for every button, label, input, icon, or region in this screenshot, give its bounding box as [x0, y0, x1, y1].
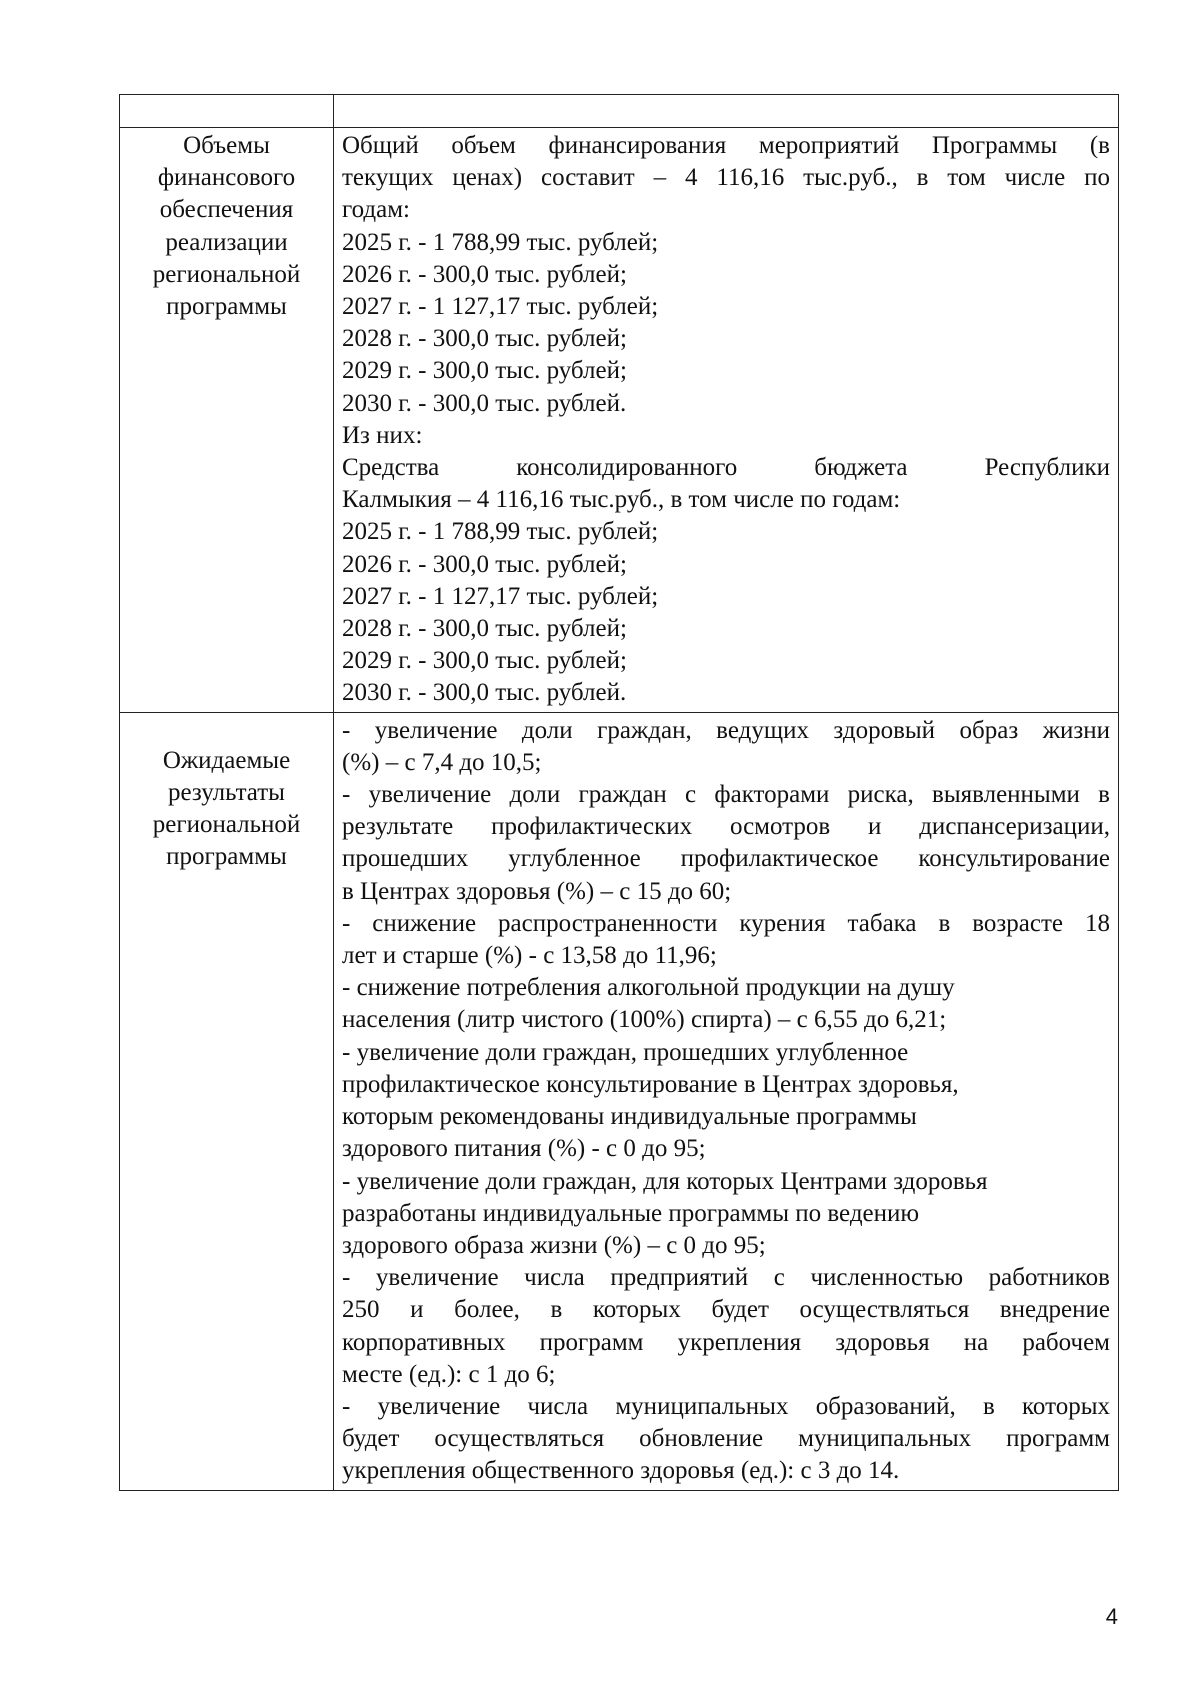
text-line: программы [166, 843, 287, 871]
text-line: (%) – с 7,4 до 10,5; [342, 748, 542, 776]
text-line: программы [166, 293, 287, 321]
text-line: 2027 г. - 1 127,17 тыс. рублей; [342, 582, 659, 610]
table-row-financing [120, 128, 1119, 713]
text-line: здорового образа жизни (%) – с 0 до 95; [342, 1231, 766, 1259]
empty-cell-right [334, 95, 1119, 128]
text-line: - увеличение доли граждан с факторами риска, выявленными в [342, 781, 1110, 809]
financing-content [342, 130, 1110, 710]
text-line: 2029 г. - 300,0 тыс. рублей; [342, 647, 627, 675]
text-line: Средства консолидированного бюджета Республики [342, 454, 1110, 482]
text-line: Общий объем финансирования мероприятий Программы (в [342, 132, 1110, 159]
text-line: - снижение потребления алкогольной продукции на душу [342, 974, 955, 1002]
text-line: профилактическое консультирование в Центрах здоровья, [342, 1070, 959, 1098]
text-line: 250 и более, в которых будет осуществляться внедрение [342, 1296, 1110, 1324]
text-line: 2025 г. - 1 788,99 тыс. рублей; [342, 228, 659, 256]
text-line: текущих ценах) составит – 4 116,16 тыс.руб., в том числе по [342, 164, 1110, 192]
results-label-cell [120, 712, 334, 1490]
text-line: прошедших углубленное профилактическое консультирование [342, 845, 1110, 873]
page-number: 4 [1105, 1604, 1118, 1629]
text-line: 2030 г. - 300,0 тыс. рублей. [342, 389, 627, 417]
financing-content-cell [334, 128, 1119, 713]
text-line: разработаны индивидуальные программы по ведению [342, 1199, 920, 1227]
text-line: здорового питания (%) - с 0 до 95; [342, 1135, 706, 1163]
text-line: укрепления общественного здоровья (ед.): с 3 до 14. [342, 1457, 900, 1485]
financing-label-cell [120, 128, 334, 713]
text-line: обеспечения [159, 196, 294, 224]
text-line: 2026 г. - 300,0 тыс. рублей; [342, 260, 627, 288]
text-line: - увеличение доли граждан, ведущих здоровый образ жизни [342, 716, 1110, 744]
text-line: Ожидаемые [162, 746, 291, 774]
text-line: - снижение распространенности курения табака в возрасте 18 [342, 909, 1110, 937]
text-line: Калмыкия – 4 116,16 тыс.руб., в том числе по годам: [342, 486, 901, 514]
empty-cell-left [120, 95, 334, 128]
text-line: региональной [152, 811, 301, 839]
text-line: реализации [165, 228, 288, 256]
text-line: - увеличение числа предприятий с численностью работников [342, 1264, 1110, 1292]
table-header-row-empty [120, 95, 1119, 128]
text-line: региональной [152, 260, 301, 288]
passport-table [119, 94, 1119, 1491]
table-row-results [120, 712, 1119, 1490]
text-line: - увеличение доли граждан, прошедших углубленное [342, 1038, 909, 1066]
text-line: - увеличение числа муниципальных образований, в которых [342, 1392, 1110, 1420]
text-line: корпоративных программ укрепления здоровья на рабочем [342, 1328, 1110, 1356]
text-line: годам: [342, 196, 410, 224]
text-line: Объемы [183, 132, 270, 159]
text-line: 2028 г. - 300,0 тыс. рублей; [342, 325, 627, 353]
text-line: населения (литр чистого (100%) спирта) – с 6,55 до 6,21; [342, 1006, 947, 1034]
results-label [120, 745, 333, 874]
text-line: 2026 г. - 300,0 тыс. рублей; [342, 550, 627, 578]
financing-label [120, 130, 333, 323]
text-line: результате профилактических осмотров и диспансеризации, [342, 813, 1110, 841]
text-line: финансового [157, 164, 296, 192]
text-line: 2027 г. - 1 127,17 тыс. рублей; [342, 293, 659, 321]
text-line: будет осуществляться обновление муниципальных программ [342, 1425, 1110, 1453]
text-line: в Центрах здоровья (%) – с 15 до 60; [342, 877, 732, 905]
results-content-cell [334, 712, 1119, 1490]
text-line: Из них: [342, 421, 423, 449]
text-line: 2029 г. - 300,0 тыс. рублей; [342, 357, 627, 385]
text-line: 2028 г. - 300,0 тыс. рублей; [342, 615, 627, 643]
text-line: - увеличение доли граждан, для которых Центрами здоровья [342, 1167, 988, 1195]
text-line: которым рекомендованы индивидуальные программы [342, 1103, 917, 1131]
text-line: 2030 г. - 300,0 тыс. рублей. [342, 679, 627, 707]
text-line: 2025 г. - 1 788,99 тыс. рублей; [342, 518, 659, 546]
text-line: лет и старше (%) - с 13,58 до 11,96; [342, 942, 717, 970]
text-line: месте (ед.): с 1 до 6; [342, 1360, 556, 1388]
results-content [342, 715, 1110, 1488]
text-line: результаты [168, 778, 285, 806]
